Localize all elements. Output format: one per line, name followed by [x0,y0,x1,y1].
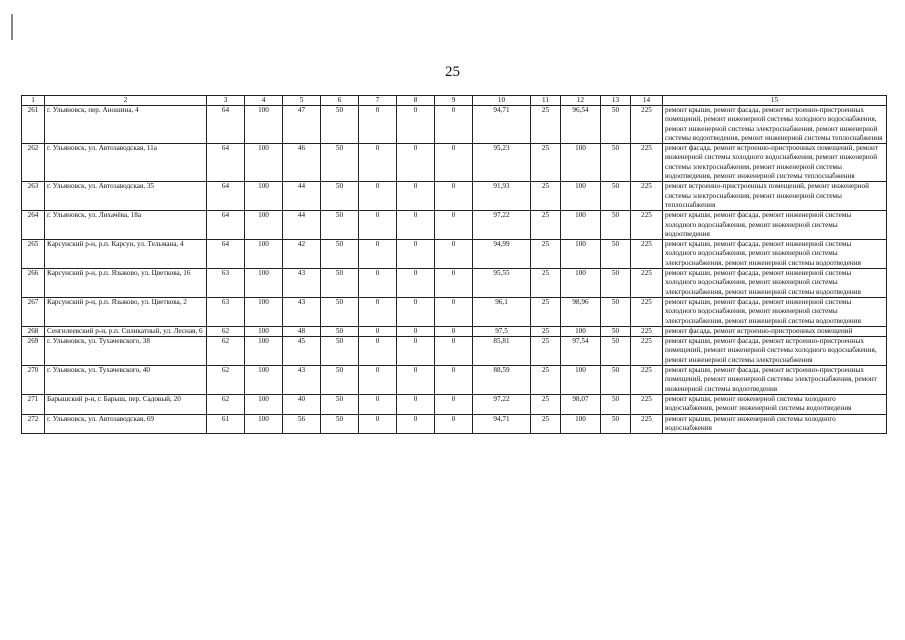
table-row [22,240,887,269]
value-13-cell: 50 [601,144,631,182]
value-8-cell: 0 [397,211,435,240]
value-6-cell: 50 [321,297,359,326]
table-row [22,106,887,144]
table-row [22,414,887,434]
column-header-6: 6 [321,96,359,106]
value-7-cell: 0 [359,414,397,434]
value-14-cell: 225 [631,240,663,269]
value-3-cell: 64 [207,106,245,144]
address-cell: Барышский р-н, г. Барыш, пер. Садовый, 20 [45,394,207,414]
value-5-cell: 46 [283,144,321,182]
margin-mark [11,14,13,40]
table-body [22,106,887,434]
value-10-cell: 97,22 [473,394,531,414]
table-row [22,326,887,336]
works-description-cell: ремонт фасада, ремонт встроенно-пристроенных помещений [663,326,887,336]
value-12-cell: 98,96 [561,297,601,326]
value-8-cell: 0 [397,106,435,144]
value-4-cell: 100 [245,182,283,211]
value-7-cell: 0 [359,297,397,326]
value-12-cell: 100 [561,366,601,395]
value-13-cell: 50 [601,366,631,395]
value-11-cell: 25 [531,366,561,395]
works-description-cell: ремонт крыши, ремонт фасада, ремонт встроенно-пристроенных помещений, ремонт инженерной системы электроснабжения, ремонт инженерной системы водоотведения [663,366,887,395]
works-description-cell: ремонт встроенно-пристроенных помещений, ремонт инженерной системы электроснабжения, ремонт инженерной системы теплоснабжения [663,182,887,211]
value-5-cell: 43 [283,297,321,326]
value-9-cell: 0 [435,211,473,240]
value-6-cell: 50 [321,240,359,269]
value-13-cell: 50 [601,182,631,211]
value-10-cell: 88,59 [473,366,531,395]
value-10-cell: 94,71 [473,106,531,144]
value-14-cell: 225 [631,326,663,336]
value-12-cell: 100 [561,414,601,434]
value-3-cell: 62 [207,366,245,395]
value-13-cell: 50 [601,394,631,414]
value-11-cell: 25 [531,240,561,269]
value-6-cell: 50 [321,211,359,240]
value-10-cell: 91,93 [473,182,531,211]
value-5-cell: 45 [283,337,321,366]
value-9-cell: 0 [435,337,473,366]
value-4-cell: 100 [245,366,283,395]
value-11-cell: 25 [531,394,561,414]
value-5-cell: 40 [283,394,321,414]
address-cell: Сенгилеевский р-н, р.п. Силикатный, ул. Лесная, 6 [45,326,207,336]
column-header-15: 15 [663,96,887,106]
value-8-cell: 0 [397,414,435,434]
value-6-cell: 50 [321,269,359,298]
value-6-cell: 50 [321,106,359,144]
value-9-cell: 0 [435,366,473,395]
value-3-cell: 64 [207,240,245,269]
value-3-cell: 61 [207,414,245,434]
value-8-cell: 0 [397,269,435,298]
value-12-cell: 98,07 [561,394,601,414]
column-header-8: 8 [397,96,435,106]
row-number-cell: 269 [22,337,45,366]
value-3-cell: 64 [207,182,245,211]
value-11-cell: 25 [531,414,561,434]
table-row [22,337,887,366]
value-4-cell: 100 [245,269,283,298]
value-14-cell: 225 [631,414,663,434]
value-14-cell: 225 [631,106,663,144]
value-12-cell: 97,54 [561,337,601,366]
value-12-cell: 96,54 [561,106,601,144]
value-3-cell: 63 [207,297,245,326]
row-number-cell: 271 [22,394,45,414]
value-3-cell: 62 [207,337,245,366]
column-header-14: 14 [631,96,663,106]
works-description-cell: ремонт крыши, ремонт фасада, ремонт инженерной системы холодного водоснабжения, ремонт инженерной системы электроснабжения, ремонт инженерной системы водоотведения [663,297,887,326]
row-number-cell: 266 [22,269,45,298]
value-14-cell: 225 [631,269,663,298]
value-11-cell: 25 [531,106,561,144]
value-5-cell: 48 [283,326,321,336]
header-row [22,96,887,106]
value-9-cell: 0 [435,106,473,144]
address-cell: г. Ульяновск, ул. Тухачевского, 38 [45,337,207,366]
value-11-cell: 25 [531,269,561,298]
value-9-cell: 0 [435,182,473,211]
value-8-cell: 0 [397,337,435,366]
value-9-cell: 0 [435,414,473,434]
value-4-cell: 100 [245,240,283,269]
value-11-cell: 25 [531,144,561,182]
works-description-cell: ремонт крыши, ремонт фасада, ремонт встроенно-пристроенных помещений, ремонт инженерной системы холодного водоснабжения, ремонт инженерной системы электроснабжения, ремонт инженерной системы водоотведения, ремонт инженерной системы теплоснабжения [663,106,887,144]
row-number-cell: 262 [22,144,45,182]
row-number-cell: 272 [22,414,45,434]
value-11-cell: 25 [531,211,561,240]
value-14-cell: 225 [631,297,663,326]
column-header-3: 3 [207,96,245,106]
value-4-cell: 100 [245,211,283,240]
value-8-cell: 0 [397,182,435,211]
value-12-cell: 100 [561,269,601,298]
table-row [22,211,887,240]
value-4-cell: 100 [245,394,283,414]
value-11-cell: 25 [531,182,561,211]
value-14-cell: 225 [631,337,663,366]
column-header-1: 1 [22,96,45,106]
value-14-cell: 225 [631,182,663,211]
value-7-cell: 0 [359,394,397,414]
value-3-cell: 64 [207,211,245,240]
address-cell: г. Ульяновск, ул. Лихачёва, 18а [45,211,207,240]
address-cell: г. Ульяновск, ул. Автозаводская, 35 [45,182,207,211]
works-description-cell: ремонт крыши, ремонт фасада, ремонт инженерной системы холодного водоснабжения, ремонт инженерной системы электроснабжения, ремонт инженерной системы водоотведения [663,269,887,298]
value-10-cell: 96,1 [473,297,531,326]
value-5-cell: 42 [283,240,321,269]
address-cell: Карсунский р-н, р.п. Карсун, ул. Тельмана, 4 [45,240,207,269]
value-6-cell: 50 [321,394,359,414]
value-5-cell: 44 [283,182,321,211]
row-number-cell: 265 [22,240,45,269]
value-6-cell: 50 [321,414,359,434]
value-6-cell: 50 [321,337,359,366]
address-cell: г. Ульяновск, ул. Автозаводская, 11а [45,144,207,182]
value-11-cell: 25 [531,337,561,366]
value-6-cell: 50 [321,182,359,211]
value-6-cell: 50 [321,366,359,395]
value-14-cell: 225 [631,394,663,414]
value-3-cell: 63 [207,269,245,298]
value-11-cell: 25 [531,297,561,326]
value-5-cell: 43 [283,366,321,395]
value-12-cell: 100 [561,326,601,336]
value-3-cell: 64 [207,144,245,182]
table-row [22,366,887,395]
value-12-cell: 100 [561,144,601,182]
value-8-cell: 0 [397,297,435,326]
row-number-cell: 264 [22,211,45,240]
address-cell: г. Ульяновск, пер. Аношина, 4 [45,106,207,144]
value-6-cell: 50 [321,326,359,336]
column-header-10: 10 [473,96,531,106]
value-13-cell: 50 [601,269,631,298]
value-14-cell: 225 [631,211,663,240]
column-header-4: 4 [245,96,283,106]
value-13-cell: 50 [601,414,631,434]
value-9-cell: 0 [435,144,473,182]
value-10-cell: 94,71 [473,414,531,434]
works-description-cell: ремонт крыши, ремонт инженерной системы холодного водоснабжения [663,414,887,434]
value-10-cell: 95,55 [473,269,531,298]
value-5-cell: 56 [283,414,321,434]
table-row [22,144,887,182]
value-13-cell: 50 [601,326,631,336]
value-14-cell: 225 [631,144,663,182]
value-7-cell: 0 [359,269,397,298]
value-4-cell: 100 [245,326,283,336]
value-4-cell: 100 [245,414,283,434]
value-4-cell: 100 [245,144,283,182]
value-8-cell: 0 [397,394,435,414]
value-12-cell: 100 [561,240,601,269]
works-description-cell: ремонт крыши, ремонт фасада, ремонт встроенно-пристроенных помещений, ремонт инженерной системы холодного водоснабжения, ремонт инженерной системы электроснабжения [663,337,887,366]
value-13-cell: 50 [601,240,631,269]
value-11-cell: 25 [531,326,561,336]
value-9-cell: 0 [435,240,473,269]
value-13-cell: 50 [601,106,631,144]
value-7-cell: 0 [359,366,397,395]
value-8-cell: 0 [397,366,435,395]
value-3-cell: 62 [207,326,245,336]
row-number-cell: 261 [22,106,45,144]
address-cell: Карсунский р-н, р.п. Языково, ул. Цветкова, 2 [45,297,207,326]
value-4-cell: 100 [245,297,283,326]
value-10-cell: 97,22 [473,211,531,240]
value-7-cell: 0 [359,144,397,182]
page-number: 25 [445,64,460,80]
row-number-cell: 267 [22,297,45,326]
value-13-cell: 50 [601,337,631,366]
column-header-2: 2 [45,96,207,106]
value-9-cell: 0 [435,297,473,326]
value-5-cell: 44 [283,211,321,240]
value-13-cell: 50 [601,297,631,326]
row-number-cell: 263 [22,182,45,211]
value-9-cell: 0 [435,269,473,298]
register-table [21,95,887,434]
column-header-12: 12 [561,96,601,106]
value-10-cell: 85,81 [473,337,531,366]
works-description-cell: ремонт крыши, ремонт фасада, ремонт инженерной системы холодного водоснабжения, ремонт инженерной системы электроснабжения, ремонт инженерной системы водоотведения [663,240,887,269]
value-4-cell: 100 [245,106,283,144]
value-8-cell: 0 [397,326,435,336]
value-10-cell: 97,5 [473,326,531,336]
value-7-cell: 0 [359,337,397,366]
value-7-cell: 0 [359,182,397,211]
value-12-cell: 100 [561,211,601,240]
address-cell: г. Ульяновск, ул. Автозаводская, 69 [45,414,207,434]
works-description-cell: ремонт крыши, ремонт инженерной системы холодного водоснабжения, ремонт инженерной системы водоотведения [663,394,887,414]
column-header-13: 13 [601,96,631,106]
value-7-cell: 0 [359,326,397,336]
value-10-cell: 94,99 [473,240,531,269]
row-number-cell: 268 [22,326,45,336]
value-5-cell: 43 [283,269,321,298]
works-description-cell: ремонт фасада, ремонт встроенно-пристроенных помещений, ремонт инженерной системы холодного водоснабжения, ремонт инженерной системы электроснабжения, ремонт инженерной системы водоотведения, ремонт инженерной системы теплоснабжения [663,144,887,182]
table-row [22,297,887,326]
value-13-cell: 50 [601,211,631,240]
address-cell: г. Ульяновск, ул. Тухачевского, 40 [45,366,207,395]
value-7-cell: 0 [359,106,397,144]
column-header-11: 11 [531,96,561,106]
value-5-cell: 47 [283,106,321,144]
value-7-cell: 0 [359,240,397,269]
value-3-cell: 62 [207,394,245,414]
value-9-cell: 0 [435,326,473,336]
value-9-cell: 0 [435,394,473,414]
value-4-cell: 100 [245,337,283,366]
column-header-5: 5 [283,96,321,106]
value-6-cell: 50 [321,144,359,182]
table-row [22,269,887,298]
column-header-9: 9 [435,96,473,106]
works-description-cell: ремонт крыши, ремонт фасада, ремонт инженерной системы холодного водоснабжения, ремонт инженерной системы водоотведения [663,211,887,240]
column-header-7: 7 [359,96,397,106]
value-7-cell: 0 [359,211,397,240]
address-cell: Карсунский р-н, р.п. Языково, ул. Цветкова, 16 [45,269,207,298]
value-12-cell: 100 [561,182,601,211]
value-10-cell: 95,23 [473,144,531,182]
row-number-cell: 270 [22,366,45,395]
table-row [22,182,887,211]
table-row [22,394,887,414]
value-8-cell: 0 [397,144,435,182]
value-8-cell: 0 [397,240,435,269]
value-14-cell: 225 [631,366,663,395]
